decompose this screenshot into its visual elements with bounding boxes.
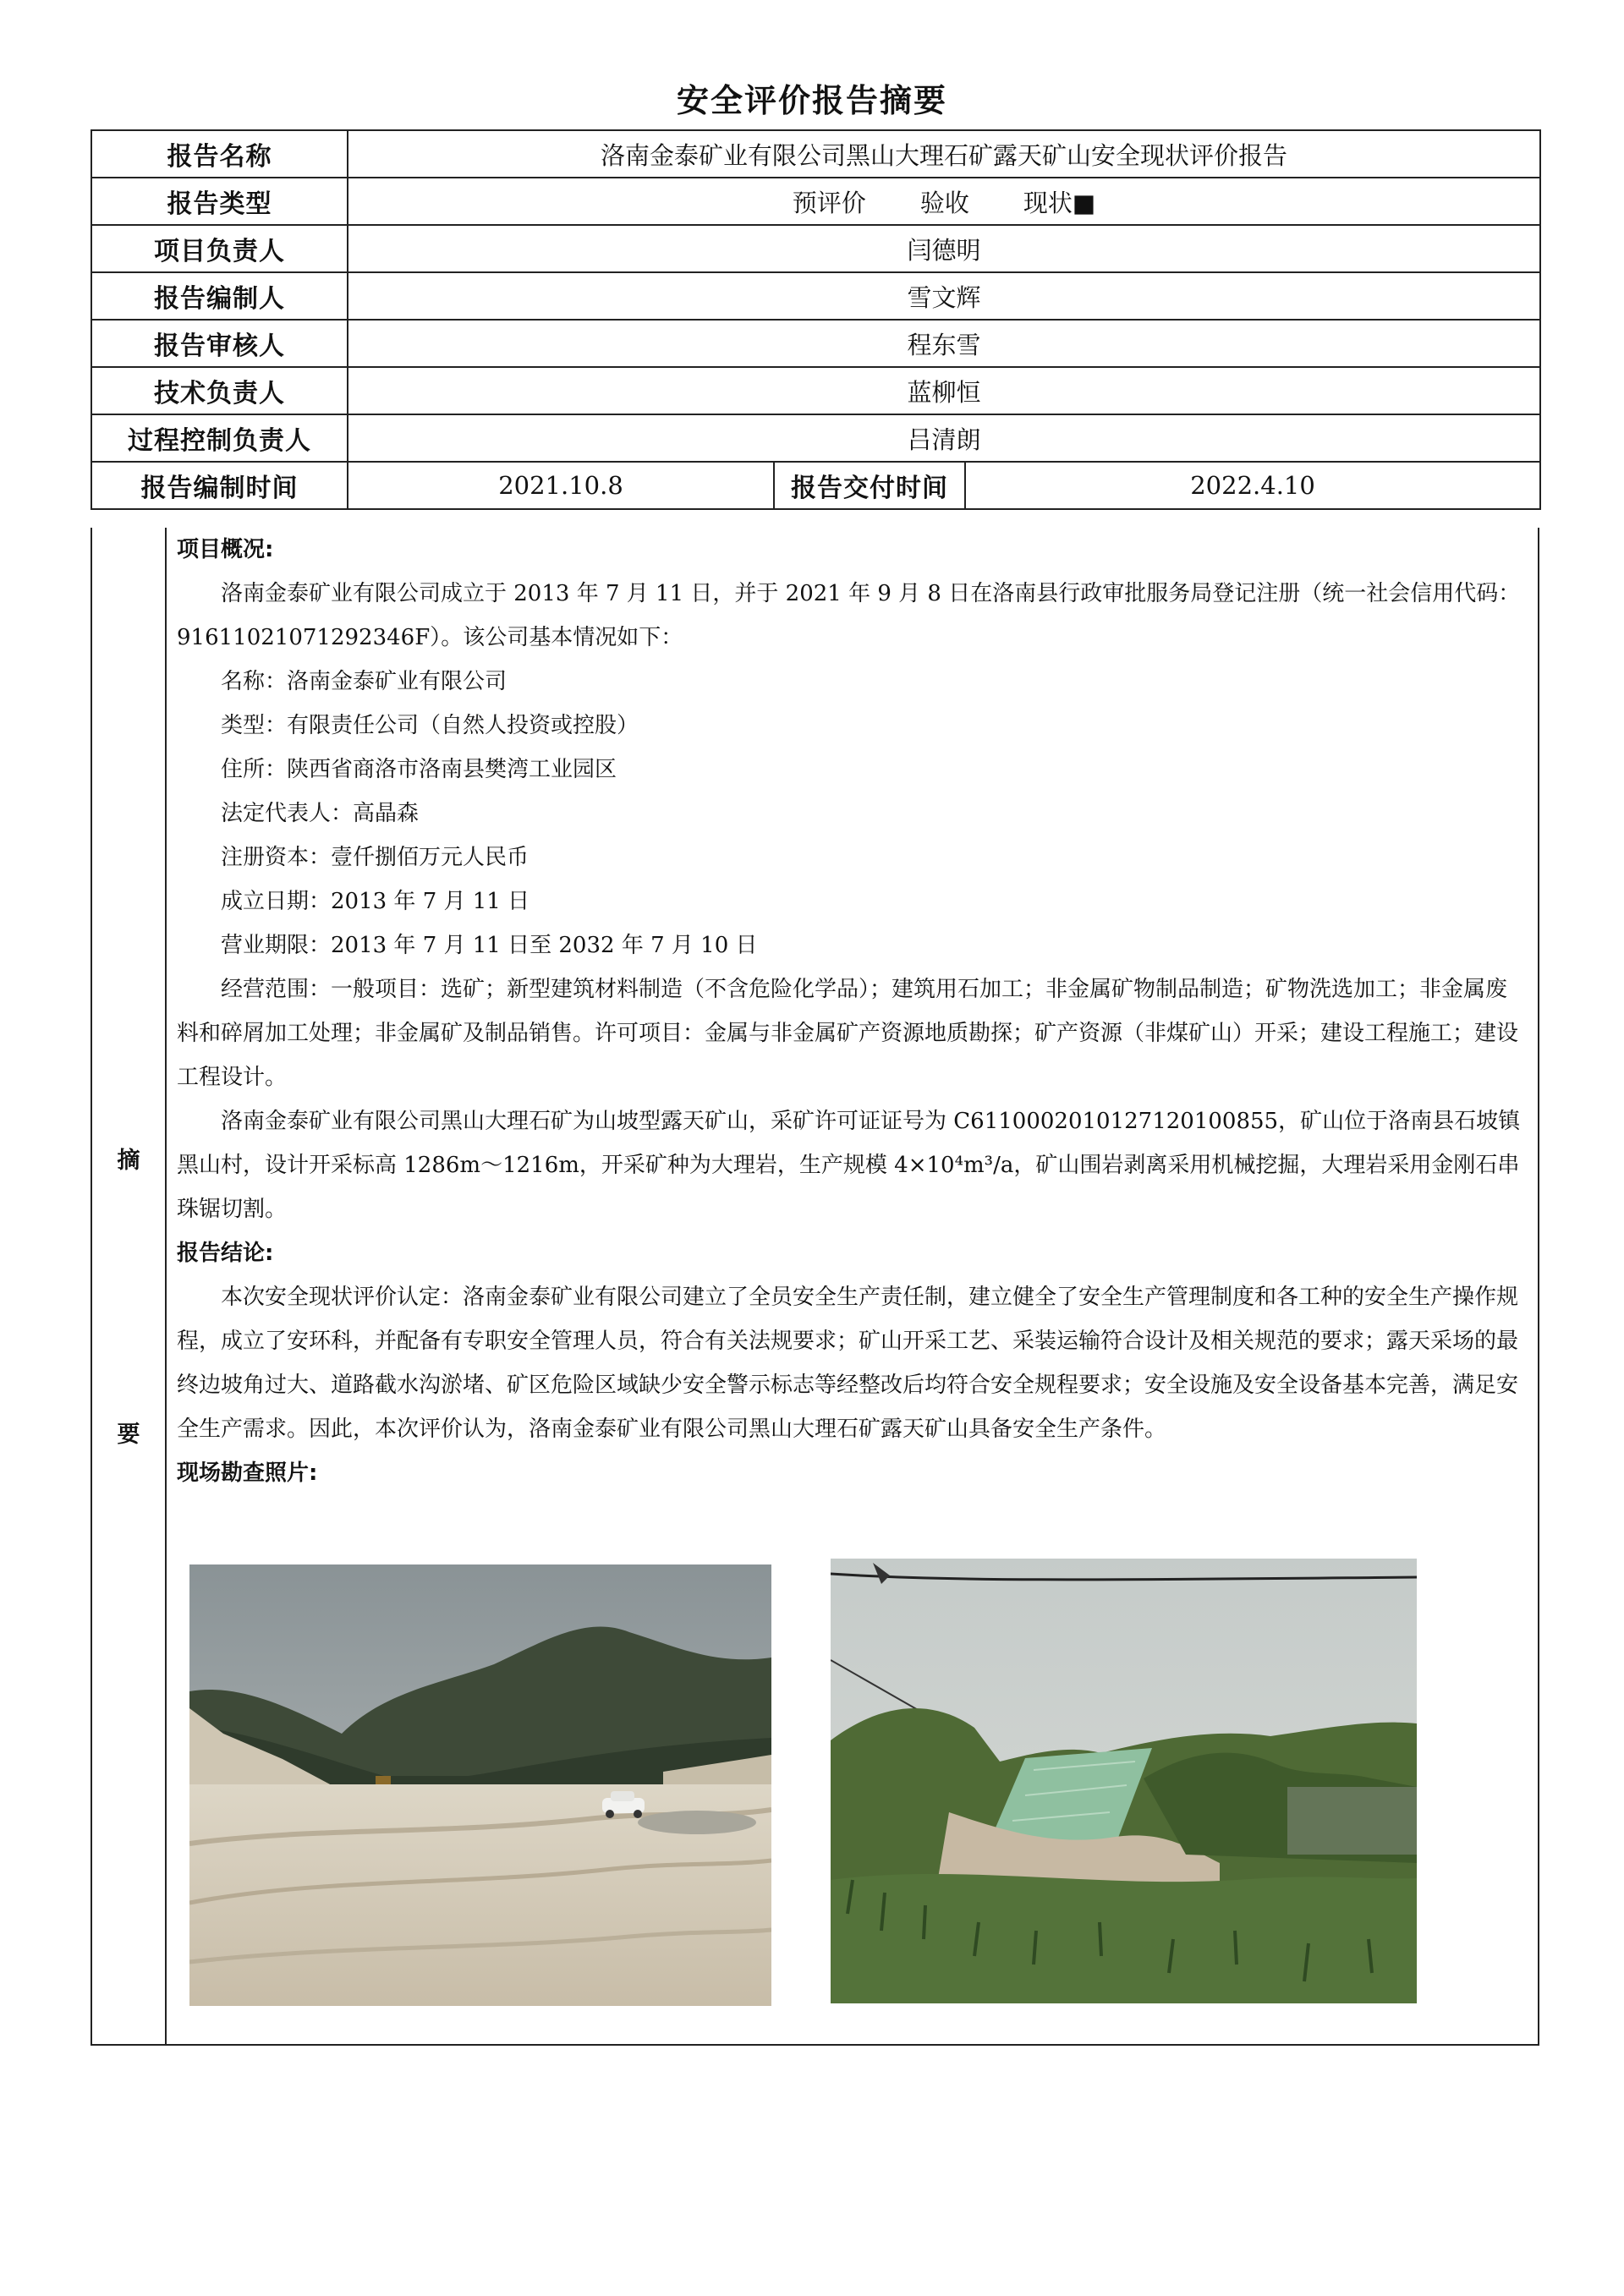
row-dates — [91, 462, 1540, 509]
summary-side-label — [92, 528, 167, 2044]
compiler-value: 雪文辉 — [348, 272, 1540, 320]
info-item-name: 名称：洛南金泰矿业有限公司 — [221, 669, 508, 694]
type-option-pre: 预评价 — [792, 188, 866, 217]
mine-description-paragraph: 洛南金泰矿业有限公司黑山大理石矿为山坡型露天矿山，采矿许可证证号为 C6110002010127120100855，矿山位于洛南县石坡镇黑山村，设计开采标高 1286m～1216m，开采矿种为大理岩，生产规模 4×10⁴m³/a，矿山围岩剥离采用机械挖掘，大理岩采用金刚石串珠锯切割。 — [177, 1109, 1521, 1222]
summary-body — [177, 528, 1528, 1495]
report-type-label: 报告类型 — [91, 178, 348, 225]
overview-paragraph: 洛南金泰矿业有限公司成立于 2013 年 7 月 11 日，并于 2021 年 9 月 8 日在洛南县行政审批服务局登记注册（统一社会信用代码：91611021071292346F）。该公司基本情况如下： — [177, 581, 1521, 650]
page-title: 安全评价报告摘要 — [676, 82, 947, 119]
business-scope-paragraph: 经营范围：一般项目：选矿；新型建筑材料制造（不含危险化学品）；建筑用石加工；非金属矿物制品制造；矿物洗选加工；非金属废料和碎屑加工处理；非金属矿及制品销售。许可项目：金属与非金属矿产资源地质勘探；矿产资源（非煤矿山）开采；建设工程施工；建设工程设计。 — [177, 977, 1519, 1090]
report-name-value: 洛南金泰矿业有限公司黑山大理石矿露天矿山安全现状评价报告 — [348, 130, 1540, 178]
reviewer-value: 程东雪 — [348, 320, 1540, 367]
tech-lead-value: 蓝柳恒 — [348, 367, 1540, 414]
process-lead-value: 吕清朗 — [348, 414, 1540, 462]
row-report-type — [91, 178, 1540, 225]
reviewer-label: 报告审核人 — [91, 320, 348, 367]
process-lead-label: 过程控制负责人 — [91, 414, 348, 462]
type-option-current: 现状■ — [1023, 188, 1096, 217]
compile-date-label: 报告编制时间 — [91, 462, 348, 509]
info-item-legal-rep: 法定代表人：高晶森 — [221, 801, 420, 826]
site-photo-netted-slope-image — [831, 1559, 1417, 2003]
info-item-capital: 注册资本：壹仟捌佰万元人民币 — [221, 845, 529, 870]
overview-heading: 项目概况: — [177, 537, 274, 562]
row-compiler — [91, 272, 1540, 320]
deliver-date-label: 报告交付时间 — [774, 462, 965, 509]
row-reviewer — [91, 320, 1540, 367]
summary-side-char-1: 摘 — [117, 1148, 140, 1174]
info-item-term: 营业期限：2013 年 7 月 11 日至 2032 年 7 月 10 日 — [221, 933, 758, 958]
photos-heading: 现场勘查照片: — [177, 1460, 318, 1486]
compile-date-value: 2021.10.8 — [348, 462, 774, 509]
report-info-table — [91, 129, 1541, 510]
info-item-founded: 成立日期：2013 年 7 月 11 日 — [221, 889, 530, 914]
row-project-lead — [91, 225, 1540, 272]
site-photo-quarry-floor — [189, 1564, 771, 2006]
row-report-name — [91, 130, 1540, 178]
info-item-address: 住所：陕西省商洛市洛南县樊湾工业园区 — [221, 757, 617, 782]
type-option-accept: 验收 — [919, 188, 969, 217]
conclusion-heading: 报告结论: — [177, 1241, 274, 1266]
row-tech-lead — [91, 367, 1540, 414]
tech-lead-label: 技术负责人 — [91, 367, 348, 414]
conclusion-paragraph: 本次安全现状评价认定：洛南金泰矿业有限公司建立了全员安全生产责任制，建立健全了安全生产管理制度和各工种的安全生产操作规程，成立了安环科，并配备有专职安全管理人员，符合有关法规要求；矿山开采工艺、采装运输符合设计及相关规范的要求；露天采场的最终边坡角过大、道路截水沟淤堵、矿区危险区域缺少安全警示标志等经整改后均符合安全规程要求；安全设施及安全设备基本完善，满足安全生产需求。因此，本次评价认为，洛南金泰矿业有限公司黑山大理石矿露天矿山具备安全生产条件。 — [177, 1285, 1519, 1442]
compiler-label: 报告编制人 — [91, 272, 348, 320]
info-item-type: 类型：有限责任公司（自然人投资或控股） — [221, 713, 639, 738]
report-type-options — [348, 178, 1540, 225]
site-photo-netted-slope — [831, 1559, 1417, 2003]
report-name-label: 报告名称 — [91, 130, 348, 178]
row-process-lead — [91, 414, 1540, 462]
summary-side-char-2: 要 — [117, 1422, 140, 1448]
deliver-date-value: 2022.4.10 — [965, 462, 1540, 509]
project-lead-value: 闫德明 — [348, 225, 1540, 272]
site-photo-quarry-floor-image — [189, 1564, 771, 2006]
project-lead-label: 项目负责人 — [91, 225, 348, 272]
